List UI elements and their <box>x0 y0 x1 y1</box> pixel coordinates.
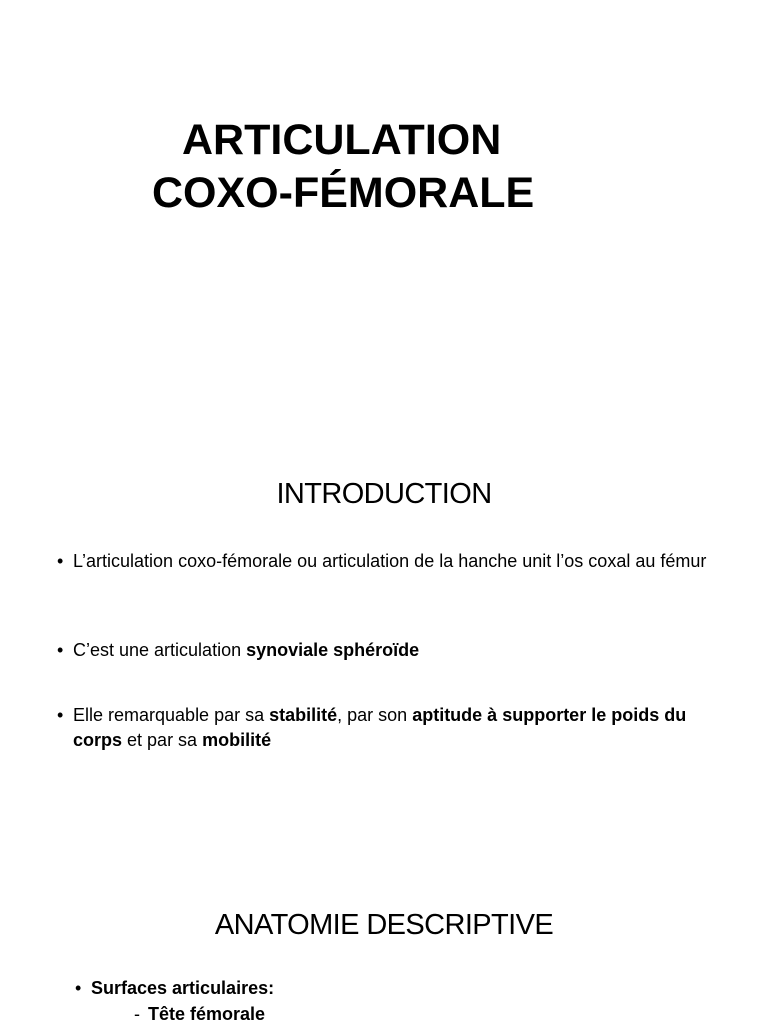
intro-bullet-list-1 <box>57 549 717 574</box>
section-heading-introduction: INTRODUCTION <box>276 478 492 510</box>
bullet-dot: • <box>57 551 64 571</box>
bullet-bold-text: stabilité <box>269 705 338 725</box>
bullet-text: C’est une articulation <box>73 640 247 660</box>
bullet-bold-text: synoviale sphéroïde <box>246 640 420 660</box>
dash-marker: - <box>134 1004 140 1024</box>
sub-item-text: Tête fémorale <box>148 1004 266 1024</box>
list-item <box>57 549 717 574</box>
intro-bullet-list-2 <box>57 638 717 663</box>
bullet-dot: • <box>57 640 64 660</box>
bullet-bold-text: Surfaces articulaires: <box>91 978 275 998</box>
bullet-text: , par son <box>337 705 413 725</box>
bullet-text: et par sa <box>122 730 203 750</box>
bullet-text: Elle remarquable par sa <box>73 705 270 725</box>
title-line-1: ARTICULATION <box>182 116 502 164</box>
bullet-dot: • <box>75 978 82 998</box>
bullet-bold-text: aptitude à supporter le poids du corps <box>73 705 687 750</box>
intro-bullet-list-3 <box>57 703 717 753</box>
bullet-dot: • <box>57 705 64 725</box>
list-item <box>57 703 717 753</box>
sub-list-item <box>134 1002 265 1027</box>
list-item <box>57 638 717 663</box>
anatomie-bullet-list <box>75 976 274 1001</box>
title-line-2: COXO-FÉMORALE <box>152 169 535 217</box>
bullet-bold-text: mobilité <box>202 730 272 750</box>
list-item <box>75 976 274 1001</box>
bullet-text: L’articulation coxo-fémorale ou articulation de la hanche unit l’os coxal au fémur <box>73 551 707 571</box>
section-heading-anatomie: ANATOMIE DESCRIPTIVE <box>214 909 554 941</box>
